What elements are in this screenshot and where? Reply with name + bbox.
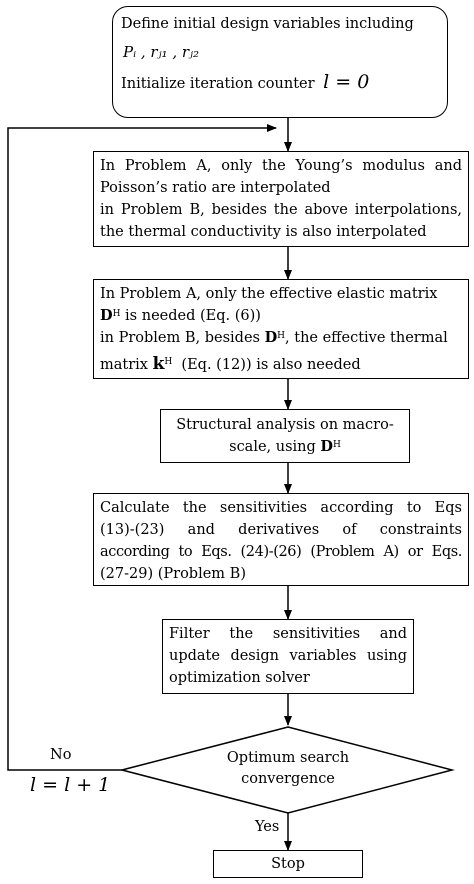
- no-label: No: [50, 747, 72, 763]
- matrix-line-3-pre: in Problem B, besides: [100, 330, 265, 346]
- matrix-line-4-post: (Eq. (12)) is also needed: [172, 357, 361, 373]
- matrix-line-1: In Problem A, only the effective elastic matrix: [100, 286, 438, 302]
- sensitivity-line-2: (13)-(23) and derivatives of constraints: [100, 522, 462, 538]
- matrix-k-symbol: k: [152, 354, 165, 374]
- yes-label: Yes: [255, 819, 280, 835]
- stop-box: [213, 850, 363, 878]
- structural-line-1: Structural analysis on macro-: [176, 417, 394, 433]
- decision-line-1: Optimum search: [226, 750, 350, 766]
- filter-line-2: update design variables using: [169, 648, 407, 664]
- structural-line-2: [167, 436, 403, 458]
- decision-line-2: convergence: [241, 771, 335, 787]
- sensitivity-line-4: (27-29) (Problem B): [100, 566, 246, 582]
- matrix-line-4-pre: matrix: [100, 357, 153, 373]
- matrix-line-3: [100, 327, 462, 349]
- structural-analysis-box: [160, 409, 410, 463]
- sensitivity-line-3: according to Eqs. (24)-(26) (Problem A) or Eqs.: [100, 544, 462, 560]
- matrix-d-symbol-2: D: [264, 329, 278, 346]
- init-counter-value: l = 0: [323, 71, 370, 93]
- structural-d-symbol: D: [320, 438, 333, 455]
- matrix-d-symbol: D: [100, 307, 113, 324]
- matrix-line-4: [100, 353, 462, 376]
- structural-line-2-pre: scale, using: [229, 439, 321, 455]
- init-line-3: [121, 71, 439, 95]
- matrix-d-superscript-2: H: [277, 331, 286, 341]
- init-counter-text: Initialize iteration counter: [121, 76, 315, 92]
- filter-box: [162, 619, 414, 694]
- filter-line-1: Filter the sensitivities and: [169, 626, 407, 642]
- stop-label: Stop: [271, 856, 305, 872]
- init-design-variables: Pᵢ , rⱼ₁ , rⱼ₂: [123, 43, 200, 61]
- init-box: [112, 6, 448, 118]
- interp-line-4: the thermal conductivity is also interpolated: [100, 224, 427, 240]
- filter-line-3: optimization solver: [169, 670, 310, 686]
- matrix-k-superscript: H: [164, 357, 173, 367]
- interp-line-2: Poisson’s ratio are interpolated: [100, 180, 331, 196]
- matrix-d-superscript: H: [112, 309, 121, 319]
- interp-line-1: In Problem A, only the Young’s modulus and: [100, 158, 462, 174]
- matrix-line-3-post: , the effective thermal: [285, 330, 448, 346]
- matrix-line-2-text: is needed (Eq. (6)): [120, 308, 261, 324]
- sensitivity-box: [93, 493, 469, 586]
- decision-text: [200, 748, 376, 790]
- matrix-line-2: [100, 305, 462, 327]
- sensitivity-line-1: Calculate the sensitivities according to Eqs: [100, 500, 462, 516]
- interp-line-3: in Problem B, besides the above interpolations,: [100, 202, 462, 218]
- interpolation-box: [93, 151, 469, 247]
- structural-d-superscript: H: [333, 440, 341, 450]
- init-line-1: Define initial design variables including: [121, 16, 414, 32]
- effective-matrix-box: [93, 279, 469, 379]
- increment-label: l = l + 1: [30, 774, 111, 796]
